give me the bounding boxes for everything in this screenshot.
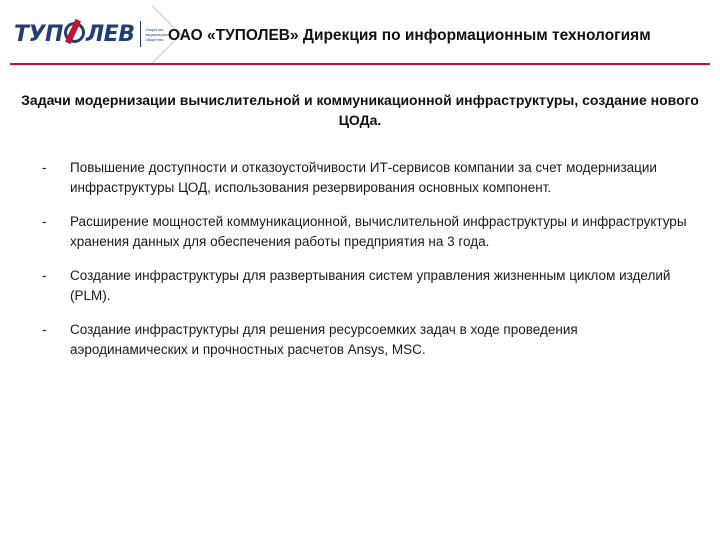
list-item [42, 266, 692, 306]
logo-subtitle-line: Открытое [145, 26, 164, 32]
list-item-text: Создание инфраструктуры для развертывания систем управления жизненным циклом изделий (PLM). [70, 268, 671, 303]
logo-subtitle-line: акционерное [145, 31, 170, 37]
logo-subtitle-line: общество [145, 36, 164, 42]
logo-wordmark [14, 22, 134, 47]
list-item [42, 320, 692, 360]
logo-text-left: ТУП [14, 21, 63, 47]
list-item [42, 158, 692, 198]
section-heading: Задачи модернизации вычислительной и коммуникационной инфраструктуры, создание нового ЦОДа. [21, 92, 699, 128]
list-item-text: Расширение мощностей коммуникационной, вычислительной инфраструктуры и инфраструктуры хранения данных для обеспечения работы предприятия на 3 года. [70, 214, 687, 249]
task-list [42, 158, 692, 374]
tupolev-logo [14, 18, 170, 50]
page-title: ОАО «ТУПОЛЕВ» Дирекция по информационным технологиям [168, 27, 651, 44]
logo-ring-icon [64, 22, 85, 43]
list-item-text: Создание инфраструктуры для решения ресурсоемких задач в ходе проведения аэродинамических и прочностных расчетов Ansys, MSC. [70, 322, 578, 357]
header-divider [10, 63, 710, 65]
list-item-text: Повышение доступности и отказоустойчивости ИТ-сервисов компании за счет модернизации инфраструктуры ЦОД, использования резервирования основных компонент. [70, 160, 657, 195]
list-item [42, 212, 692, 252]
slide-header [0, 0, 720, 66]
logo-text-right: ЛЕВ [85, 21, 135, 47]
bullet-dash: - [42, 268, 47, 283]
bullet-dash: - [42, 214, 47, 229]
bullet-dash: - [42, 160, 47, 175]
bullet-dash: - [42, 322, 47, 337]
